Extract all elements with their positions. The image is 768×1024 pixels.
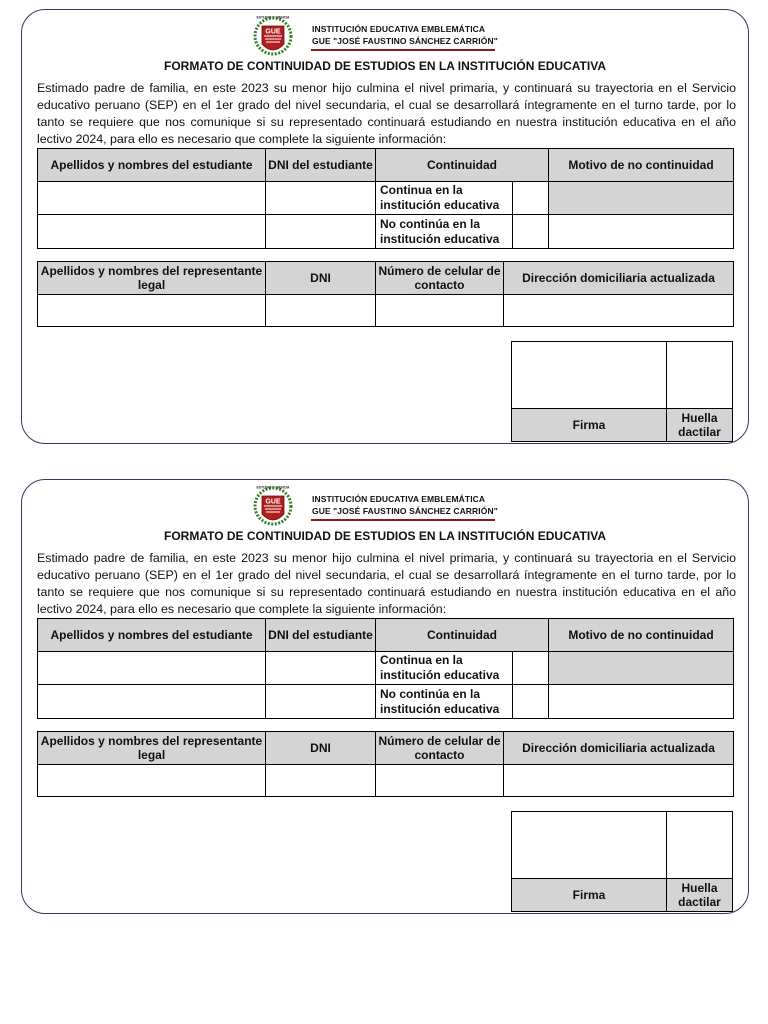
col-student-dni: DNI del estudiante [266, 619, 376, 652]
reason-disabled-field [549, 182, 734, 215]
svg-text:ESTUDIO Y CIENCIA: ESTUDIO Y CIENCIA [256, 485, 290, 490]
guardian-name-field[interactable] [38, 295, 266, 327]
fingerprint-label: Huella dactilar [667, 409, 733, 442]
option-continue-checkbox[interactable] [513, 652, 549, 685]
col-guardian-phone: Número de celular de contacto [376, 732, 504, 765]
student-dni-field[interactable] [266, 182, 376, 249]
form-title: FORMATO DE CONTINUIDAD DE ESTUDIOS EN LA INSTITUCIÓN EDUCATIVA [163, 529, 606, 543]
option-not-continue-checkbox[interactable] [513, 215, 549, 249]
guardian-address-field[interactable] [504, 295, 734, 327]
school-logo [253, 12, 293, 62]
col-guardian-name: Apellidos y nombres del representante legal [38, 262, 266, 295]
school-logo [253, 482, 293, 532]
student-dni-field[interactable] [266, 652, 376, 719]
institution-name [312, 23, 498, 47]
student-table [37, 618, 734, 719]
col-continuity: Continuidad [376, 619, 549, 652]
reason-field[interactable] [549, 215, 734, 249]
student-table [37, 148, 734, 249]
col-student-name: Apellidos y nombres del estudiante [38, 149, 266, 182]
option-continue: Continua en la institución educativa [376, 652, 513, 685]
option-continue: Continua en la institución educativa [376, 182, 513, 215]
svg-text:GUE: GUE [265, 28, 281, 36]
header-rule [311, 49, 495, 51]
svg-text:ESTUDIO Y CIENCIA: ESTUDIO Y CIENCIA [256, 15, 290, 20]
col-guardian-phone: Número de celular de contacto [376, 262, 504, 295]
guardian-phone-field[interactable] [376, 295, 504, 327]
col-reason: Motivo de no continuidad [549, 619, 734, 652]
fingerprint-label: Huella dactilar [667, 879, 733, 912]
signature-label: Firma [512, 879, 667, 912]
col-continuity: Continuidad [376, 149, 549, 182]
guardian-address-field[interactable] [504, 765, 734, 797]
option-not-continue: No continúa en la institución educativa [376, 215, 513, 249]
col-guardian-address: Dirección domiciliaria actualizada [504, 732, 734, 765]
form-title: FORMATO DE CONTINUIDAD DE ESTUDIOS EN LA INSTITUCIÓN EDUCATIVA [163, 59, 606, 73]
guardian-table [37, 731, 734, 797]
col-student-name: Apellidos y nombres del estudiante [38, 619, 266, 652]
col-guardian-dni: DNI [266, 732, 376, 765]
guardian-table [37, 261, 734, 327]
signature-table [511, 341, 733, 442]
institution-name [312, 493, 498, 517]
institution-line-2: GUE "JOSÉ FAUSTINO SÁNCHEZ CARRIÓN" [312, 36, 498, 46]
header-rule [311, 519, 495, 521]
col-guardian-address: Dirección domiciliaria actualizada [504, 262, 734, 295]
student-name-field[interactable] [38, 652, 266, 719]
svg-text:GUE: GUE [265, 498, 281, 506]
col-reason: Motivo de no continuidad [549, 149, 734, 182]
form-card-1 [21, 9, 749, 444]
student-name-field[interactable] [38, 182, 266, 249]
institution-line-2: GUE "JOSÉ FAUSTINO SÁNCHEZ CARRIÓN" [312, 506, 498, 516]
col-student-dni: DNI del estudiante [266, 149, 376, 182]
fingerprint-box[interactable] [667, 812, 733, 879]
option-not-continue: No continúa en la institución educativa [376, 685, 513, 719]
fingerprint-box[interactable] [667, 342, 733, 409]
reason-field[interactable] [549, 685, 734, 719]
signature-box[interactable] [512, 342, 667, 409]
col-guardian-dni: DNI [266, 262, 376, 295]
signature-table [511, 811, 733, 912]
institution-line-1: INSTITUCIÓN EDUCATIVA EMBLEMÁTICA [312, 494, 486, 504]
option-not-continue-checkbox[interactable] [513, 685, 549, 719]
col-guardian-name: Apellidos y nombres del representante legal [38, 732, 266, 765]
form-card-2 [21, 479, 749, 914]
guardian-phone-field[interactable] [376, 765, 504, 797]
guardian-dni-field[interactable] [266, 295, 376, 327]
reason-disabled-field [549, 652, 734, 685]
intro-paragraph: Estimado padre de familia, en este 2023 su menor hijo culmina el nivel primaria, y continuará su trayectoria en el Servicio educativo peruano (SEP) en el 1er grado del nivel secundaria, el cual se desarrollará íntegramente en el turno tarde, por lo tanto se requiere que nos comunique si su representado continuará estudiando en nuestra institución educativa en el año lectivo 2024, para ello es necesario que complete la siguiente información: [37, 81, 736, 146]
intro-paragraph: Estimado padre de familia, en este 2023 su menor hijo culmina el nivel primaria, y continuará su trayectoria en el Servicio educativo peruano (SEP) en el 1er grado del nivel secundaria, el cual se desarrollará íntegramente en el turno tarde, por lo tanto se requiere que nos comunique si su representado continuará estudiando en nuestra institución educativa en el año lectivo 2024, para ello es necesario que complete la siguiente información: [37, 551, 736, 616]
guardian-name-field[interactable] [38, 765, 266, 797]
guardian-dni-field[interactable] [266, 765, 376, 797]
institution-line-1: INSTITUCIÓN EDUCATIVA EMBLEMÁTICA [312, 24, 486, 34]
signature-box[interactable] [512, 812, 667, 879]
signature-label: Firma [512, 409, 667, 442]
option-continue-checkbox[interactable] [513, 182, 549, 215]
